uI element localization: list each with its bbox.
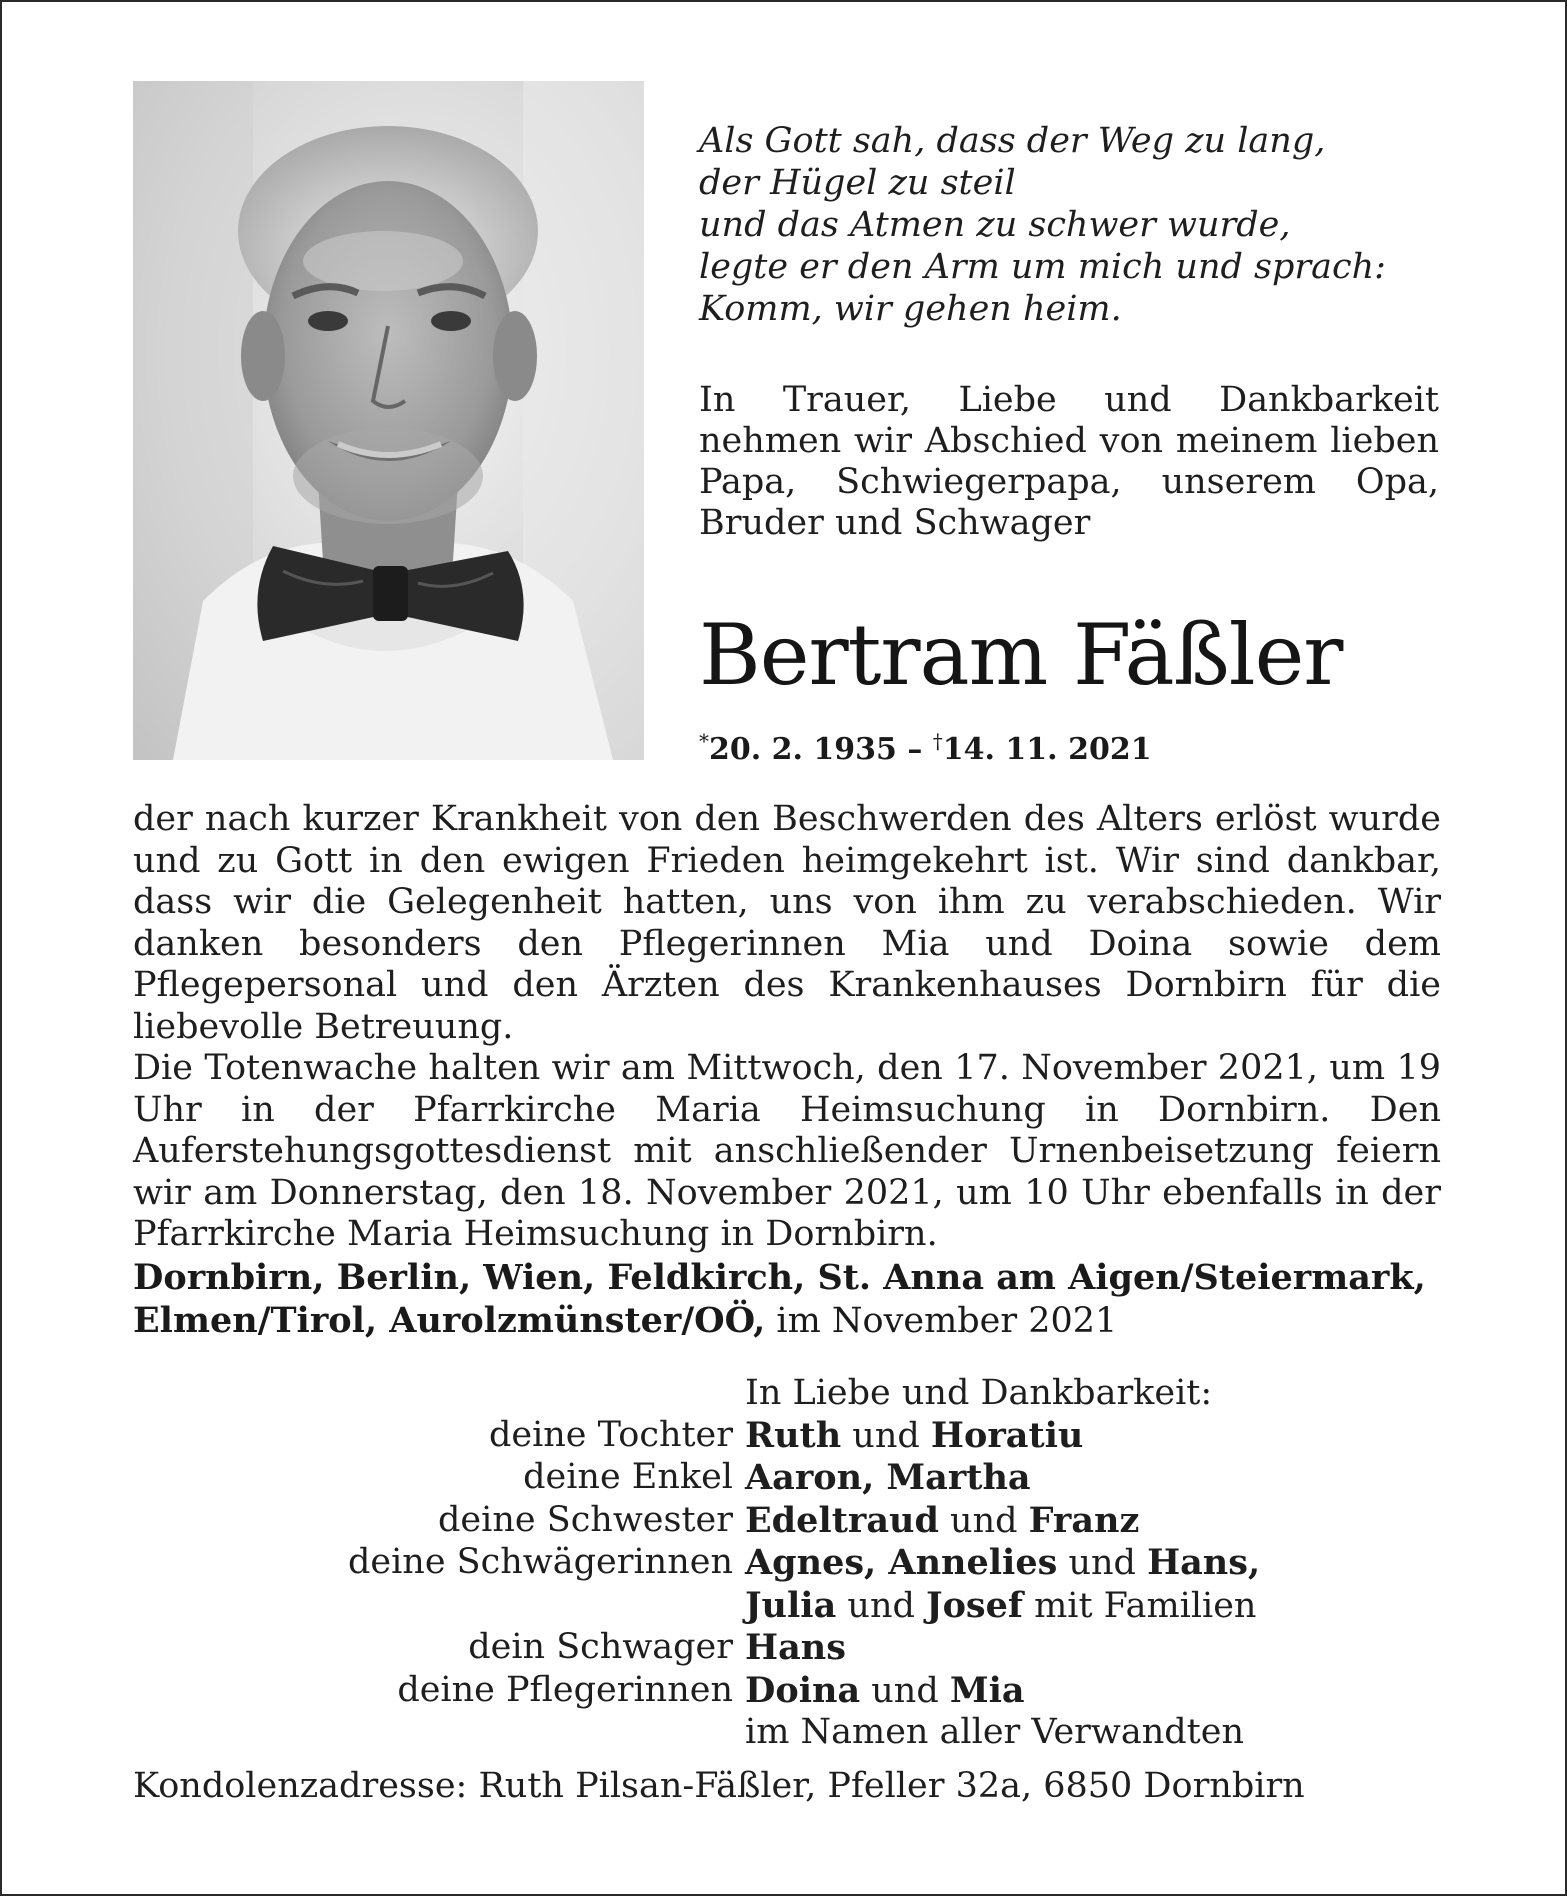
poem-line: legte er den Arm um mich und sprach: [699,247,1386,287]
family-row [133,1500,1441,1543]
family-names [745,1627,1441,1670]
family-member-name: Ruth [745,1414,842,1456]
family-row [133,1712,1441,1754]
poem [699,120,1459,330]
family-member-name: Edeltraud [745,1499,939,1541]
family-relation: deine Pflegerinnen [397,1669,733,1710]
family-relation [133,1585,745,1628]
family-names [745,1585,1441,1628]
family-member-name: Aaron, Martha [745,1457,1031,1498]
birth-date: 20. 2. 1935 [709,732,897,767]
family-connector: und [938,1500,1029,1541]
family-member-name: Horatiu [930,1414,1084,1456]
family-member-name: Doina [745,1669,861,1711]
birth-symbol: * [699,729,709,753]
family-row [133,1542,1441,1585]
family-row [133,1585,1441,1628]
family-member-name: Agnes, Annelies [745,1542,1058,1583]
family-member-name: Josef [926,1584,1023,1626]
family-member-name: Franz [1028,1499,1140,1541]
condolence-address: Kondolenzadresse: Ruth Pilsan-Fäßler, Pfeller 32a, 6850 Dornbirn [133,1766,1305,1806]
poem-line: Als Gott sah, dass der Weg zu lang, [699,121,1326,161]
poem-line: Komm, wir gehen heim. [699,289,1122,329]
family-relation: deine Enkel [523,1457,733,1497]
family-row [133,1670,1441,1713]
family-connector: und [841,1415,931,1456]
family-member-name: Hans, [1147,1542,1261,1583]
family-names [745,1712,1441,1754]
poem-line: der Hügel zu steil [699,163,1016,203]
body-paragraph: der nach kurzer Krankheit von den Beschwerden des Alters erlöst wurde und zu Gott in den ewigen Frieden heimgekehrt ist. Wir sind dankbar, dass wir die Gelegenheit hatten, uns von ihm zu verabschieden. Wir danken besonders den Pflegerinnen Mia und Doina sowie dem Pflegepersonal und den Ärzten des Krankenhauses Dornbirn für die liebevolle Betreuung. [133,799,1441,1047]
family-connector: und [1057,1543,1148,1583]
family-row [133,1415,1441,1458]
family-relation: deine Tochter [488,1414,733,1455]
places-bold: Dornbirn, Berlin, Wien, Feldkirch, St. Anna am Aigen/Steiermark, Elmen/Tirol, Aurolzmünster/OÖ, [133,1257,1426,1341]
life-dates [699,730,1152,770]
poem-line: und das Atmen zu schwer wurde, [699,205,1291,245]
body-paragraph: Die Totenwache halten wir am Mittwoch, den 17. November 2021, um 19 Uhr in der Pfarrkirche Maria Heimsuchung in Dornbirn. Den Auferstehungsgottesdienst mit anschließender Urnenbeisetzung feiern wir am Donnerstag, den 18. November 2021, um 10 Uhr ebenfalls in der Pfarrkirche Maria Heimsuchung in Dornbirn. [133,1048,1441,1254]
family-list [133,1373,1441,1754]
family-row [133,1627,1441,1670]
date-separator: – [896,732,933,767]
family-member-name: Mia [949,1669,1025,1711]
family-names [745,1670,1441,1713]
family-relation: deine Schwägerinnen [347,1542,733,1582]
family-names [745,1457,1441,1500]
family-relation: dein Schwager [468,1627,733,1667]
death-date: 14. 11. 2021 [942,732,1152,767]
family-member-name: Hans [745,1627,846,1668]
intro-text: In Trauer, Liebe und Dankbarkeit nehmen wir Abschied von meinem lieben Papa, Schwiegerpapa, unserem Opa, Bruder und Schwager [699,380,1439,543]
family-connector: im Namen aller Verwandten [745,1712,1244,1752]
family-member-name: Julia [745,1584,837,1626]
family-names [745,1500,1441,1543]
deceased-name: Bertram Fäßler [699,606,1343,704]
family-row [133,1457,1441,1500]
family-relation [133,1712,745,1754]
family-names [745,1542,1441,1585]
family-relation: deine Schwester [438,1499,733,1540]
places-line [133,1257,1441,1342]
family-heading-row [133,1373,1441,1415]
family-connector: mit Familien [1022,1585,1257,1626]
portrait-image [133,81,644,760]
death-symbol: † [932,729,943,753]
family-heading: In Liebe und Dankbarkeit: [745,1373,1213,1413]
portrait-photo [133,81,644,760]
body-text [133,799,1441,1256]
places-date: im November 2021 [765,1300,1118,1341]
family-connector: und [860,1670,950,1711]
family-names [745,1415,1441,1458]
family-connector: und [836,1585,927,1626]
